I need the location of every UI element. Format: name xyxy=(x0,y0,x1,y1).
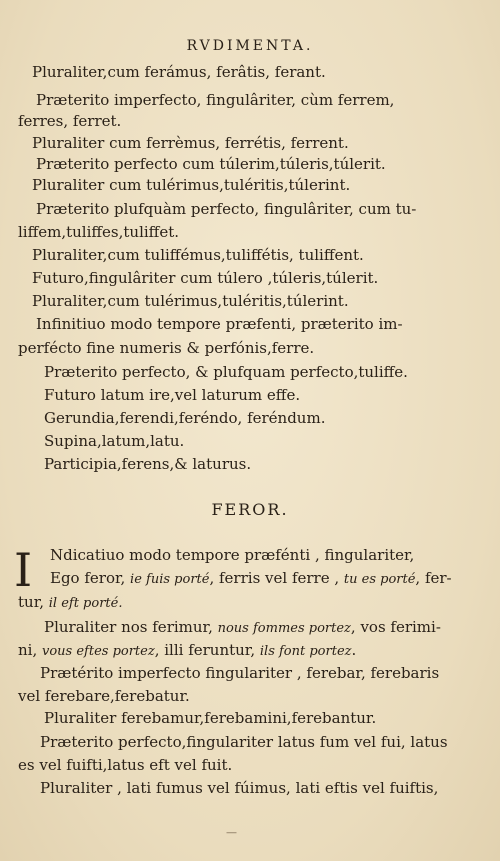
running-head: RVDIMENTA. xyxy=(186,38,314,54)
text-line: Pluraliter , lati fumus vel fúimus, lati eftis vel fuiftis, xyxy=(40,779,439,797)
text-line: Pluraliter,cum ferámus, ferâtis, ferant. xyxy=(32,63,326,81)
french-gloss: vous eftes portez xyxy=(42,644,155,659)
text-span: , ferris vel ferre , xyxy=(209,569,344,587)
text-line: es vel fuifti,latus eft vel fuit. xyxy=(18,756,233,774)
text-span: Ego feror, xyxy=(50,569,131,587)
french-gloss: il eft porté. xyxy=(48,596,123,611)
text-line: Infinitiuo modo tempore præfenti, præterito im- xyxy=(36,315,403,333)
text-line: Pluraliter cum ferrèmus, ferrétis, ferrent. xyxy=(32,134,349,152)
text-span: Pluraliter nos ferimur, xyxy=(44,618,218,636)
text-line xyxy=(18,640,356,662)
text-line: Pluraliter,cum tulérimus,tuléritis,túlerint. xyxy=(32,292,349,310)
text-line: Præterito perfecto,fingulariter latus fum vel fui, latus xyxy=(40,733,448,751)
text-line: vel ferebare,ferebatur. xyxy=(18,687,190,705)
text-line: perfécto fine numeris & perfónis,ferre. xyxy=(18,339,315,357)
text-line: Supina,latum,latu. xyxy=(44,432,185,450)
drop-cap: I xyxy=(14,543,33,597)
text-span: , vos ferimi- xyxy=(350,618,441,636)
text-line: Præterito plufquàm perfecto, fingulâriter, cum tu- xyxy=(36,200,417,218)
french-gloss: ie fuis porté xyxy=(130,572,210,587)
text-span: , illi feruntur, xyxy=(154,641,260,659)
text-line: Præterito perfecto cum túlerim,túleris,túlerit. xyxy=(36,155,386,173)
text-span: ni, xyxy=(18,641,42,659)
text-line: Gerundia,ferendi,feréndo, feréndum. xyxy=(44,409,326,427)
french-gloss: nous fommes portez xyxy=(217,621,351,636)
text-span: , fer- xyxy=(415,569,452,587)
text-line xyxy=(50,568,452,590)
text-line xyxy=(44,617,441,639)
section-heading: FEROR. xyxy=(211,500,289,519)
text-line: Futuro latum ire,vel laturum effe. xyxy=(44,386,301,404)
text-line xyxy=(18,592,122,614)
text-line: Pluraliter cum tulérimus,tuléritis,túlerint. xyxy=(32,176,351,194)
text-line: Præterito perfecto, & plufquam perfecto,tuliffe. xyxy=(44,363,408,381)
french-gloss: tu es porté xyxy=(343,572,416,587)
text-span: tur, xyxy=(18,593,49,611)
text-line: Prætérito imperfecto fingulariter , ferebar, ferebaris xyxy=(40,664,440,682)
text-line: Pluraliter ferebamur,ferebamini,ferebantur. xyxy=(44,709,377,727)
french-gloss: ils font portez xyxy=(259,644,352,659)
text-line: Præterito imperfecto, fingulâriter, cùm ferrem, xyxy=(36,91,395,109)
text-span: . xyxy=(351,641,357,659)
page-mark: — xyxy=(226,826,237,839)
text-line: ferres, ferret. xyxy=(18,112,122,130)
text-line: Participia,ferens,& laturus. xyxy=(44,455,252,473)
text-line: Pluraliter,cum tuliffémus,tuliffétis, tuliffent. xyxy=(32,246,364,264)
text-line: liffem,tuliffes,tuliffet. xyxy=(18,223,180,241)
text-line: Ndicatiuo modo tempore præfénti , fingulariter, xyxy=(50,546,415,564)
text-line: Futuro,fingulâriter cum túlero ,túleris,túlerit. xyxy=(32,269,379,287)
